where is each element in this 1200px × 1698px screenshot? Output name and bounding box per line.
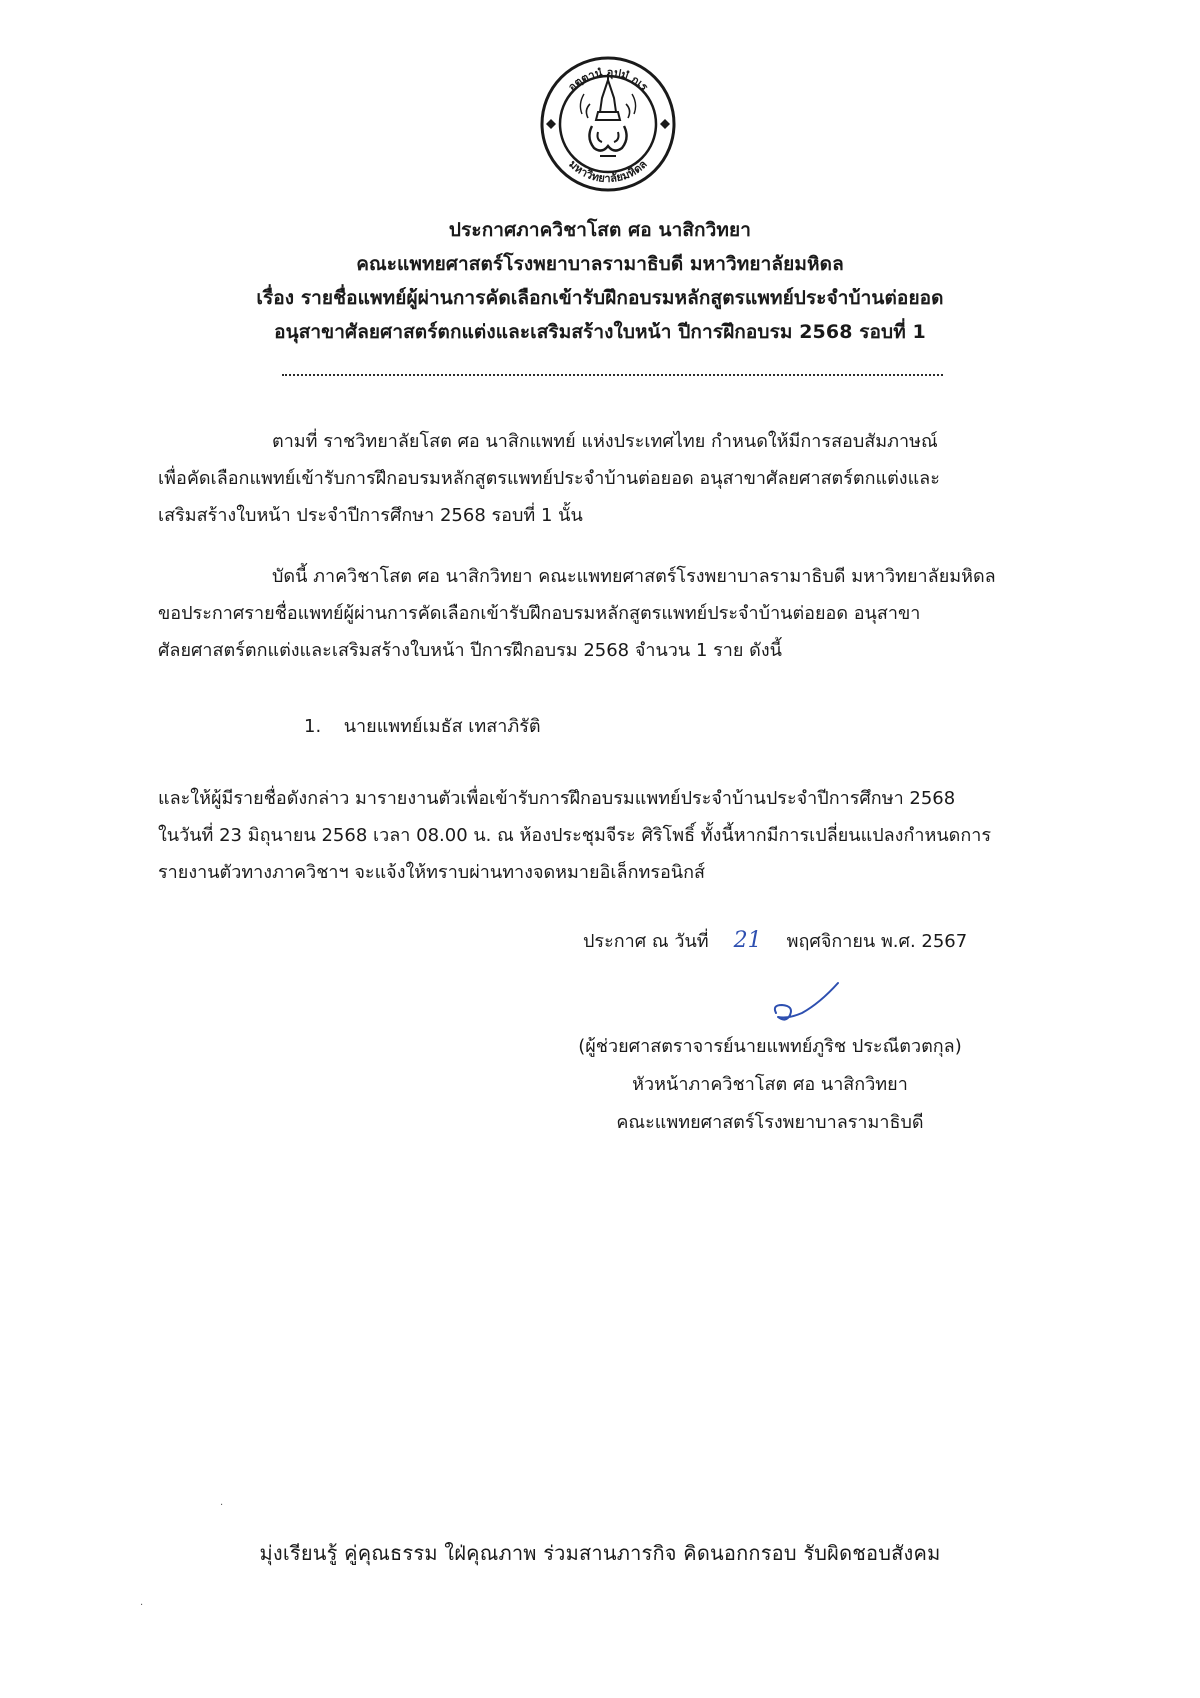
list-item xyxy=(304,708,541,745)
svg-text:อตฺตานํ อุปมํ กเร: อตฺตานํ อุปมํ กเร xyxy=(565,65,651,94)
paragraph-line: ตามที่ ราชวิทยาลัยโสต ศอ นาสิกแพทย์ แห่งประเทศไทย กำหนดให้มีการสอบสัมภาษณ์ xyxy=(272,431,938,452)
title-line: เรื่อง รายชื่อแพทย์ผู้ผ่านการคัดเลือกเข้ารับฝึกอบรมหลักสูตรแพทย์ประจำบ้านต่อยอด xyxy=(256,287,944,309)
paragraph-line: และให้ผู้มีรายชื่อดังกล่าว มารายงานตัวเพื่อเข้ารับการฝึกอบรมแพทย์ประจำบ้านประจำปีการศึกษา 2568 xyxy=(158,788,956,809)
title-line: คณะแพทยศาสตร์โรงพยาบาลรามาธิบดี มหาวิทยาลัยมหิดล xyxy=(356,253,844,275)
paragraph-line: ศัลยศาสตร์ตกแต่งและเสริมสร้างใบหน้า ปีการฝึกอบรม 2568 จำนวน 1 ราย ดังนี้ xyxy=(158,640,782,661)
signatory-organization: คณะแพทยศาสตร์โรงพยาบาลรามาธิบดี xyxy=(616,1112,924,1133)
paragraph-intro xyxy=(158,423,1074,534)
scan-speck: · xyxy=(220,1500,224,1511)
paragraph-line: ขอประกาศรายชื่อแพทย์ผู้ผ่านการคัดเลือกเข้ารับฝึกอบรมหลักสูตรแพทย์ประจำบ้านต่อยอด อนุสาขา xyxy=(158,603,921,624)
scan-speck: · xyxy=(140,1600,144,1611)
list-item-number: 1. xyxy=(304,716,322,737)
announcement-date xyxy=(583,922,967,960)
paragraph-line: ในวันที่ 23 มิถุนายน 2568 เวลา 08.00 น. ณ ห้องประชุมจีระ ศิริโพธิ์ ทั้งนี้หากมีการเปลี่ยนแปลงกำหนดการ xyxy=(158,825,992,846)
title-divider xyxy=(282,374,943,376)
signatory-name: (ผู้ช่วยศาสตราจารย์นายแพทย์ภูริช ประณีตวตกุล) xyxy=(578,1036,962,1057)
date-suffix: พฤศจิกายน พ.ศ. 2567 xyxy=(786,931,968,952)
list-item-name: นายแพทย์เมธัส เทสาภิรัติ xyxy=(343,716,541,737)
handwritten-signature xyxy=(768,975,848,1030)
title-line: อนุสาขาศัลยศาสตร์ตกแต่งและเสริมสร้างใบหน้า ปีการฝึกอบรม 2568 รอบที่ 1 xyxy=(274,321,926,343)
paragraph-announcement xyxy=(158,558,1074,669)
paragraph-line: บัดนี้ ภาควิชาโสต ศอ นาสิกวิทยา คณะแพทยศาสตร์โรงพยาบาลรามาธิบดี มหาวิทยาลัยมหิดล xyxy=(272,566,996,587)
signatory-block xyxy=(540,1028,1000,1142)
paragraph-line: รายงานตัวทางภาควิชาฯ จะแจ้งให้ทราบผ่านทางจดหมายอิเล็กทรอนิกส์ xyxy=(158,862,705,883)
svg-text:มหาวิทยาลัยมหิดล: มหาวิทยาลัยมหิดล xyxy=(566,157,650,186)
paragraph-line: เสริมสร้างใบหน้า ประจำปีการศึกษา 2568 รอบที่ 1 นั้น xyxy=(158,505,583,526)
paragraph-reporting xyxy=(158,780,1074,891)
university-seal-icon xyxy=(538,54,678,194)
signatory-position: หัวหน้าภาควิชาโสต ศอ นาสิกวิทยา xyxy=(632,1074,908,1095)
announcement-title xyxy=(0,213,1200,349)
date-day-handwritten: 21 xyxy=(733,928,762,953)
title-line: ประกาศภาควิชาโสต ศอ นาสิกวิทยา xyxy=(448,219,752,241)
paragraph-line: เพื่อคัดเลือกแพทย์เข้ารับการฝึกอบรมหลักสูตรแพทย์ประจำบ้านต่อยอด อนุสาขาศัลยศาสตร์ตกแต่งและ xyxy=(158,468,940,489)
footer-motto: มุ่งเรียนรู้ คู่คุณธรรม ใฝ่คุณภาพ ร่วมสานภารกิจ คิดนอกกรอบ รับผิดชอบสังคม xyxy=(259,1541,941,1565)
date-prefix: ประกาศ ณ วันที่ xyxy=(583,931,709,952)
